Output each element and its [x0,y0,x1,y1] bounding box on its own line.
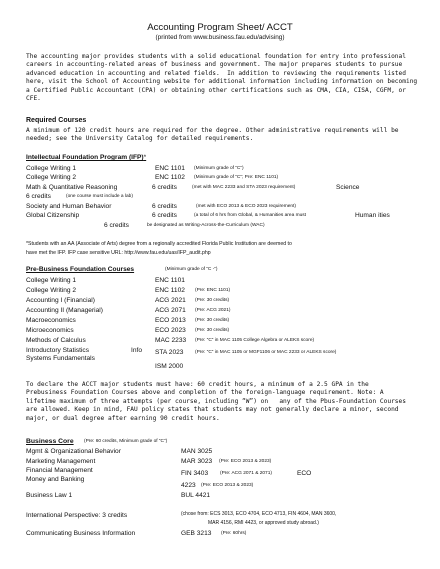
core-communicating-note: (Pre: 60hrs) [221,531,247,536]
ifp-heading-text: Intellectual Foundation Program (IFP) [26,154,144,161]
core-international-note-2: MAR 4156, RMI 4423, or approved study abroad.) [208,520,319,526]
ifp-cw2-code: ENC 1102 [155,174,185,181]
pbfc-systems-name: Systems Fundamentals [26,355,95,362]
pbfc-heading-note: (Minimum grade of “C -”) [165,267,218,272]
core-heading-note: (Pre: 60 credits, Minimum grade of “C”) [84,439,168,444]
ifp-heading [26,154,146,161]
core-finance-code: FIN 3403 [181,470,209,477]
core-communicating-code: GEB 3213 [181,530,212,537]
pbfc-systems-code: ISM 2000 [155,363,184,370]
pbfc-row-note: (Pre: ACG 2021) [195,308,231,313]
core-marketing-code: MAR 3023 [181,458,213,465]
ifp-humanities-note: be designated as Writing-Across-the-Curriculum (WAC) [147,223,265,228]
ifp-cw1: College Writing 1 [26,165,77,172]
pbfc-row-code: ENC 1101 [155,277,185,284]
ifp-science-note: (one course must include a lab) [66,194,133,199]
pbfc-row-code: ENC 1102 [155,287,185,294]
ifp-society-credits: 6 credits [152,203,177,210]
pbfc-row-note: (Pre: “C” in MAC 1105 College Algebra or ALEKS score) [195,338,315,343]
core-finance-eco: ECO [297,470,312,477]
ifp-cw1-code: ENC 1101 [155,165,185,172]
ifp-global-credits: 6 credits [152,212,177,219]
pbfc-row-note: (Pre: ENC 1101) [195,288,231,293]
ifp-society: Society and Human Behavior [26,203,112,210]
core-money-code: 4223 [181,482,196,489]
ifp-math-note: (met with MAC 2233 and STA 2023 requirement) [192,185,296,190]
core-marketing-note: (Pre: ECO 2013 & 2023) [219,459,272,464]
pbfc-heading: Pre-Business Foundation Courses [26,266,135,273]
pbfc-row-name: Methods of Calculus [26,337,86,344]
declare-paragraph: To declare the ACCT major students must have: 60 credit hours, a minimum of a 2.5 GPA in the Prebusiness Foundation Courses above and completion of the foreign-language requirement. Note: A lifetime maximum of three attempts (per course, including “W”) on any of the Pbus-Foundation Courses are allowed. Keep in mind, FAU policy states that students may not generally declare a minor, second major, or dual degree after earning 90 credit hours. [26,381,406,422]
pbfc-row-code: ACG 2021 [155,297,186,304]
core-finance-note: (Pre: ACG 2071 & 2071) [220,471,272,476]
core-international-note-1: (chose from: ECS 3013, ECO 4704, ECO 4713, FIN 4604, MAN 3600, [181,511,337,517]
ifp-science-credits: 6 credits [26,193,51,200]
ifp-global-note: (a total of 6 hrs from Global, & Humanities area must [194,213,306,218]
pbfc-row-code: STA 2023 [155,349,184,356]
core-finance: Financial Management [26,467,93,474]
page-subtitle: (printed from www.business.fau.edu/advising) [155,34,285,41]
pbfc-row-code: ECO 2013 [155,317,186,324]
pbfc-row-code: ACG 2071 [155,307,186,314]
ifp-math: Math & Quantitative Reasoning [26,184,118,191]
pbfc-row-name: Accounting II (Managerial) [26,307,103,314]
core-international: International Perspective: 3 credits [26,512,128,519]
required-courses-text: A minimum of 120 credit hours are required for the degree. Other administrative requirements will be needed; see the University Catalog for detailed requirements. [26,127,399,143]
pbfc-row-name: College Writing 1 [26,277,77,284]
ifp-aa-note-line1: *Students with an AA (Associate of Arts) degree from a regionally accredited Florida Public Institution are deemed to [26,241,292,247]
pbfc-row-name: Accounting I (Financial) [26,297,95,304]
pbfc-row-note: (Pre: 30 credits) [195,318,230,323]
pbfc-row-name: Macroeconomics [26,317,76,324]
core-money-banking: Money and Banking [26,476,85,483]
ifp-math-credits: 6 credits [152,184,177,191]
pbfc-row-name: Introductory Statistics [26,347,90,354]
pbfc-info: Info [131,347,142,354]
core-law-code: BUL 4421 [181,492,211,499]
pbfc-row-code: ECO 2023 [155,327,186,334]
ifp-society-note: (met with ECO 2013 & ECO 2023 requirement) [196,204,296,209]
page-title: Accounting Program Sheet/ ACCT [147,22,293,33]
ifp-science: Science [336,184,360,191]
ifp-cw1-note: (Minimum grade of “C”) [194,166,244,171]
pbfc-row-code: MAC 2233 [155,337,187,344]
ifp-global: Global Citizenship [26,212,80,219]
ifp-cw2-note: (Minimum grade of “C”; Pre: ENC 1101) [194,175,279,180]
core-mgmt: Mgmt & Organizational Behavior [26,448,121,455]
ifp-star: * [143,154,147,161]
ifp-humanities: Human ities [355,212,390,219]
core-heading: Business Core [26,438,74,445]
pbfc-row-note: (Pre: 30 credits) [195,328,230,333]
required-courses-heading: Required Courses [26,117,87,124]
intro-paragraph: The accounting major provides students with a solid educational foundation for entry into professional careers in accounting-related areas of business and government. The major prepares students to pursue advanced education in accounting and related fields. In addition to reviewing the requirements listed here, visit the School of Accounting website for additional information including information on becoming a Certified Public Accountant (CPA) or obtaining other certifications such as CMA, CIA, CISA, CGFM, or CFE. [26,53,418,103]
pbfc-row-note: (Pre: 30 credits) [195,298,230,303]
pbfc-row-name: College Writing 2 [26,287,77,294]
pbfc-row-note: (Pre: “C” in MAC 1105 or MGF1106 or MAC 2233 or ALEKS score) [195,350,337,355]
core-money-note: (Pre: ECO 2013 & 2023) [201,483,254,488]
core-law: Business Law 1 [26,492,73,499]
ifp-cw2: College Writing 2 [26,174,77,181]
ifp-aa-note-line2: have met the IFP. IFP case sensitive URL: http://www.fau.edu/uas/IFP_audit.php [26,250,211,256]
core-mgmt-code: MAN 3025 [181,448,213,455]
core-communicating: Communicating Business Information [26,530,136,537]
pbfc-row-name: Microeconomics [26,327,74,334]
ifp-humanities-credits: 6 credits [104,222,129,229]
core-marketing: Marketing Management [26,458,96,465]
